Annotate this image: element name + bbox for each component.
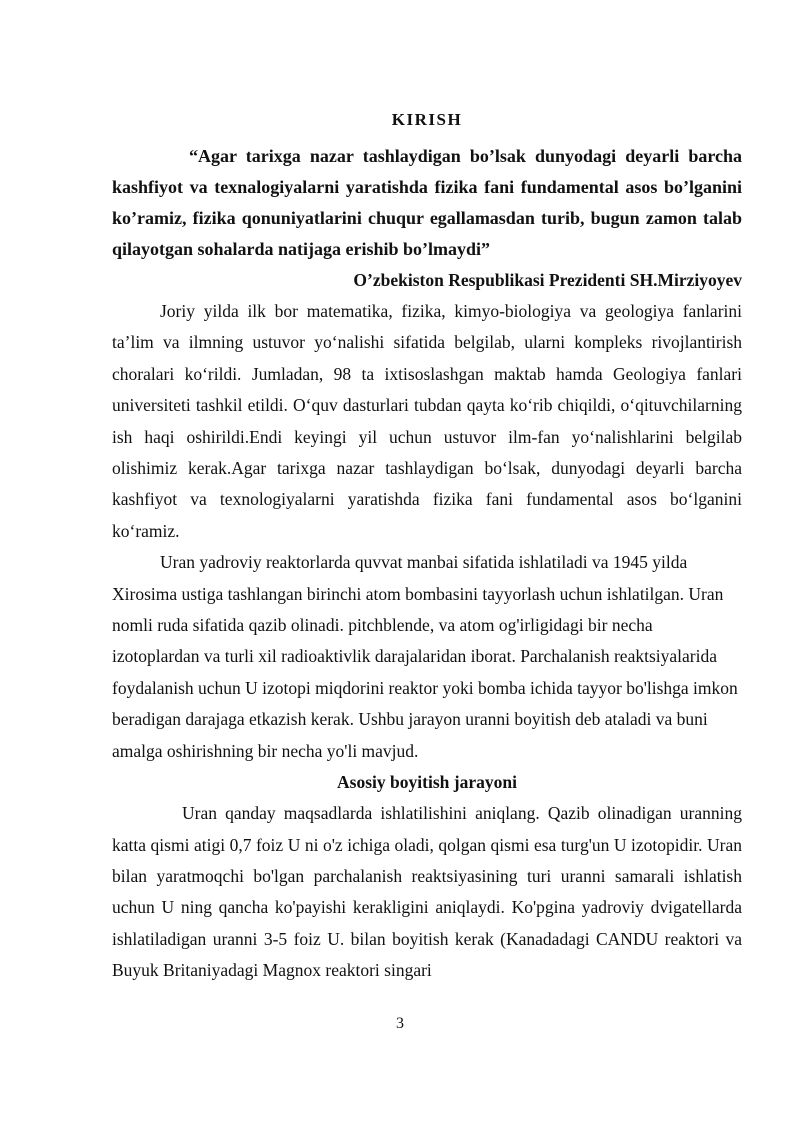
paragraph-2: Uran yadroviy reaktorlarda quvvat manbai sifatida ishlatiladi va 1945 yilda Xirosima ustiga tashlangan birinchi atom bombasini tayyorlash uchun ishlatilgan. Uran nomli ruda sifatida qazib olinadi. pitchblende, va atom og'irligidagi bir necha izotoplardan va turli xil radioaktivlik darajalaridan iborat. Parchalanish reaktsiyalarida foydalanish uchun U izotopi miqdorini reaktor yoki bomba ichida tayyor bo'lishga imkon beradigan darajaga etkazish kerak. Ushbu jarayon uranni boyitish deb ataladi va buni amalga oshirishning bir necha yo'li mavjud. bbox=[112, 552, 738, 761]
subsection-heading: Asosiy boyitish jarayoni bbox=[337, 772, 517, 793]
epigraph-quote: “Agar tarixga nazar tashlaydigan bo’lsak dunyodagi deyarli barcha kashfiyot va texnalogiyalarni yaratishda fizika fani fundamental asos bo’lganini ko’ramiz, fizika qonuniyatlarini chuqur egallamasdan turib, bugun zamon talab qilayotgan sohalarda natijaga erishib bo’lmaydi” bbox=[112, 146, 742, 259]
epigraph-author: O’zbekiston Respublikasi Prezidenti SH.Mirziyoyev bbox=[353, 270, 742, 290]
paragraph-3: Uran qanday maqsadlarda ishlatilishini aniqlang. Qazib olinadigan uranning katta qismi atigi 0,7 foiz U ni o'z ichiga oladi, qolgan qismi esa turg'un U izotopidir. Uran bilan yaratmoqchi bo'lgan parchalanish reaktsiyasining turi uranni samarali ishlatish uchun U ning qancha ko'payishi kerakligini aniqlaydi. Ko'pgina yadroviy dvigatellarda ishlatiladigan uranni 3-5 foiz U. bilan boyitish kerak (Kanadadagi CANDU reaktori va Buyuk Britaniyadagi Magnox reaktori singari bbox=[112, 803, 742, 981]
paragraph-1: Joriy yilda ilk bor matematika, fizika, kimyo-biologiya va geologiya fanlarini ta’lim va ilmning ustuvor yo‘nalishi sifatida belgilab, ularni kompleks rivojlantirish choralari ko‘rildi. Jumladan, 98 ta ixtisoslashgan maktab hamda Geologiya fanlari universiteti tashkil etildi. O‘quv dasturlari tubdan qayta ko‘rib chiqildi, o‘qituvchilarning ish haqi oshirildi.Endi keyingi yil uchun ustuvor ilm-fan yo‘nalishlarini belgilab olishimiz kerak.Agar tarixga nazar tashlaydigan bo‘lsak, dunyodagi deyarli barcha kashfiyot va texnologiyalarni yaratishda fizika fani fundamental asos bo‘lganini ko‘ramiz. bbox=[112, 301, 742, 541]
page-number: 3 bbox=[396, 1015, 404, 1032]
section-heading: KIRISH bbox=[391, 110, 463, 129]
page-content bbox=[112, 109, 742, 987]
